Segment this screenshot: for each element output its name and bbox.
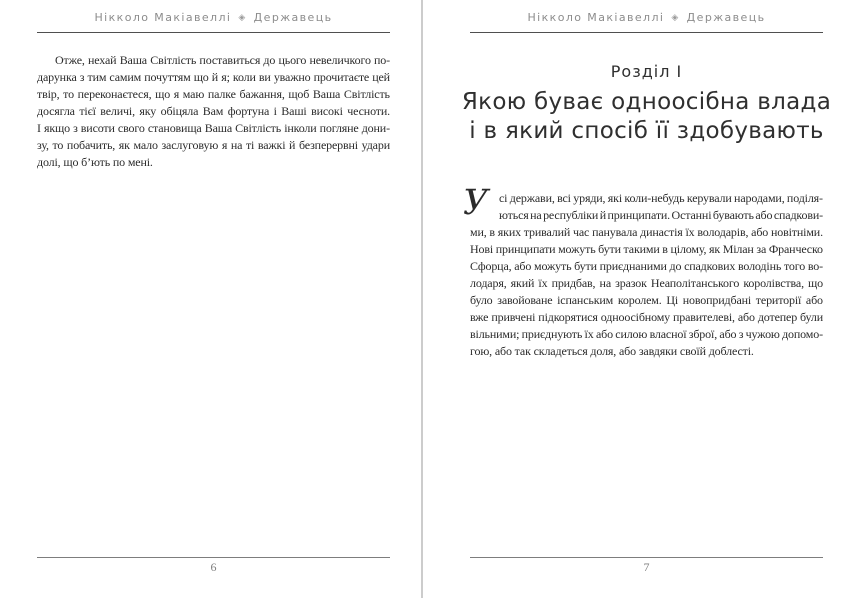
chapter-title-line: і в який спосіб її здобувають: [469, 118, 824, 144]
text-line: гою, або так складеться доля, або завдяки своїй доблесті.: [470, 344, 754, 358]
text-line: І якщо з висоти свого становища Ваша Світлість інколи погляне дони-: [37, 121, 390, 135]
text-line: вільними; приєднують їх або силою власної зброї, або з чужою допомо-: [470, 327, 823, 341]
chapter-title: [460, 88, 833, 146]
text-line: було завойоване іспанським королем. Ці новопридбані території або: [470, 293, 823, 307]
text-line: сі держави, всі уряди, які коли-небудь керували народами, поділя-: [499, 191, 823, 205]
text-line: лодаря, який їх придбав, на зразок Неаполітанського королівства, що: [470, 276, 823, 290]
chapter-title-line: Якою буває одноосібна влада: [461, 89, 832, 115]
right-page: [461, 0, 832, 598]
page-number-left: 6: [210, 560, 217, 574]
running-header: [37, 11, 390, 24]
text-line: ються на республіки й принципати. Останні бувають або спадкови-: [499, 208, 823, 222]
text-line: Отже, нехай Ваша Світлість поставиться до цього невеличкого по-: [55, 53, 390, 67]
text-line: ми, в яких тривалий час панувала династія їх володарів, або новітніми.: [470, 225, 823, 239]
running-header-book-title: Державець: [253, 11, 333, 24]
text-line: вже привчені підкорятися одноосібному правителеві, або дотепер були: [470, 310, 823, 324]
chapter-paragraph: [463, 183, 823, 360]
running-header: [470, 11, 823, 24]
page-spine-divider: [421, 0, 423, 598]
dedication-paragraph: [37, 52, 390, 171]
running-header-author: Нікколо Макіавеллі: [94, 11, 232, 24]
running-header-book-title: Державець: [686, 11, 766, 24]
text-line: дарунка з тим самим почуттям що й я; коли ви уважно прочитаєте цей: [37, 70, 390, 84]
chapter-label: Розділ І: [610, 62, 683, 81]
text-line: зу, то побачить, як мало заслуговую я на ті важкі й безперервні удари: [37, 138, 390, 152]
page-number-right: 7: [643, 560, 650, 574]
footer-rule: [37, 557, 390, 558]
diamond-ornament-icon: ◈: [671, 13, 680, 23]
text-line: твір, то переконаєтеся, що я маю палке бажання, щоб Ваша Світлість: [37, 87, 390, 101]
header-rule: [37, 32, 390, 33]
footer-rule: [470, 557, 823, 558]
diamond-ornament-icon: ◈: [238, 13, 247, 23]
header-rule: [470, 32, 823, 33]
drop-cap: У: [463, 183, 489, 223]
text-line: Нові принципати можуть бути такими в цілому, як Мілан за Франческо: [470, 242, 823, 256]
text-line: досягла тієї величі, яку обіцяла Вам фортуна і Ваші високі чесноти.: [37, 104, 390, 118]
running-header-author: Нікколо Макіавеллі: [527, 11, 665, 24]
text-line: Сфорца, або можуть бути приєднаними до спадкових володінь того во-: [470, 259, 823, 273]
text-line: долі, що б’ють по мені.: [37, 155, 153, 169]
left-page: [37, 0, 390, 598]
